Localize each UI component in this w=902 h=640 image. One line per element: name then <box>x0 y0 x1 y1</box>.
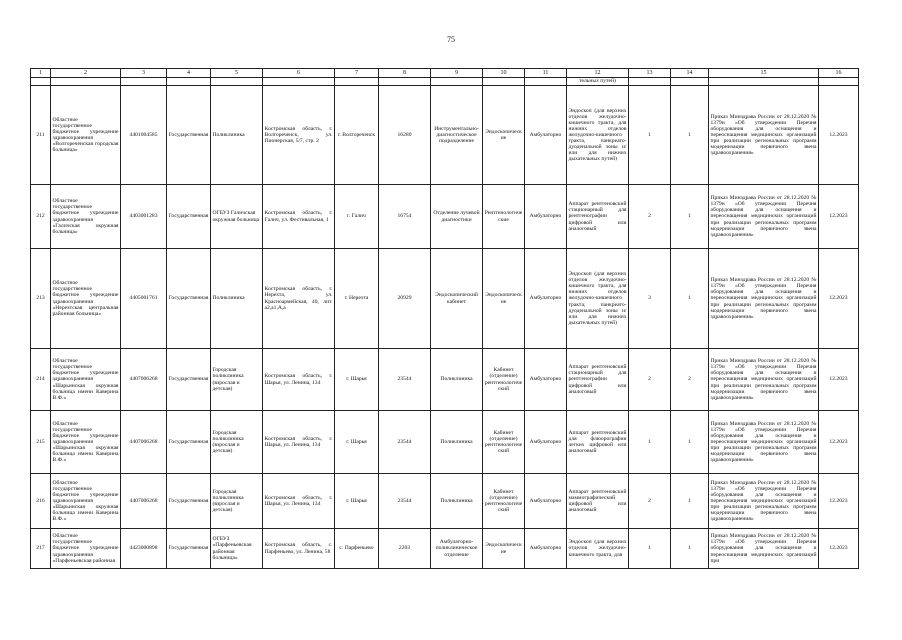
quantity-planned: 1 <box>671 185 709 249</box>
equipment-name: Аппарат рентгеновский стационарный для рентгенографии цифровой или аналоговый <box>567 185 629 249</box>
cabinet-profile: Кабинет (отделение) рентгенологический <box>483 411 525 474</box>
delivery-date: 12.2023 <box>819 529 859 569</box>
cabinet-profile: Рентгенологические <box>483 185 525 249</box>
table-row <box>31 349 859 411</box>
quantity-planned: 1 <box>671 86 709 185</box>
quantity-planned: 1 <box>671 474 709 529</box>
care-condition: Амбулаторно <box>525 474 567 529</box>
quantity-required: 2 <box>629 185 671 249</box>
facility-address: Костромская область, г. Шарья, ул. Ленина, 134 <box>263 411 335 474</box>
facility-address: Костромская область, с. Парфеньево, ул. Ленина, 58 <box>263 529 335 569</box>
table-row <box>31 529 859 569</box>
facility-type: Поликлиника <box>211 86 263 185</box>
header-cell: 16 <box>819 69 859 78</box>
continuation-equipment: тельных путей) <box>567 78 629 86</box>
department: Поликлиника <box>431 349 483 411</box>
facility-type: Городская поликлиника (взрослая и детская) <box>211 411 263 474</box>
equipment-table <box>30 68 859 569</box>
row-number: 215 <box>31 411 51 474</box>
care-condition: Амбулаторно <box>525 185 567 249</box>
ownership-form: Государственная <box>167 185 211 249</box>
row-number: 217 <box>31 529 51 569</box>
locality: г. Нерехта <box>335 249 379 349</box>
department: Поликлиника <box>431 411 483 474</box>
facility-code: 2203 <box>379 529 431 569</box>
facility-type: ОГБУЗ Галичская окружная больница <box>211 185 263 249</box>
delivery-date: 12.2023 <box>819 249 859 349</box>
locality: г. Шарья <box>335 411 379 474</box>
cabinet-profile: Кабинет (отделение) рентгенологический <box>483 474 525 529</box>
ownership-form: Государственная <box>167 474 211 529</box>
inn-code: 4401004585 <box>121 86 167 185</box>
cabinet-profile: Эндоскопические <box>483 86 525 185</box>
department: Поликлиника <box>431 474 483 529</box>
header-cell: 6 <box>263 69 335 78</box>
quantity-required: 1 <box>629 411 671 474</box>
row-number: 213 <box>31 249 51 349</box>
equipment-name: Эндоскоп (для верхних отделов желудочно-кишечного тракта, для нижних отделов желудочно-кишечного тракта, панкреато-дуоденальной зоны и/или для нижних дыхательных путей) <box>567 249 629 349</box>
quantity-required: 2 <box>629 349 671 411</box>
inn-code: 4407006268 <box>121 411 167 474</box>
quantity-planned: 2 <box>671 349 709 411</box>
equipment-name: Аппарат рентгеновский стационарный для рентгенографии цифровой или аналоговый <box>567 349 629 411</box>
department: Амбулаторно-поликлиническое отделение <box>431 529 483 569</box>
facility-code: 23544 <box>379 411 431 474</box>
legal-basis: Приказ Минздрава России от 28.12.2020 № 1379н «Об утверждении Перечня оборудования для оснащения и переоснащения медицинских организаций при реализации региональных программ модернизации первичного звена здравоохранения» <box>709 249 819 349</box>
header-cell: 3 <box>121 69 167 78</box>
page-number: 75 <box>447 35 455 44</box>
locality: г. Волгореченск <box>335 86 379 185</box>
header-cell: 5 <box>211 69 263 78</box>
header-cell: 2 <box>51 69 121 78</box>
facility-code: 20929 <box>379 249 431 349</box>
row-number: 211 <box>31 86 51 185</box>
header-cell: 11 <box>525 69 567 78</box>
legal-basis: Приказ Минздрава России от 28.12.2020 № 1379н «Об утверждении Перечня оборудования для оснащения и переоснащения медицинских организаций при реализации региональных программ модернизации первичного звена здравоохранения» <box>709 185 819 249</box>
header-cell: 9 <box>431 69 483 78</box>
quantity-required: 1 <box>629 86 671 185</box>
quantity-planned: 1 <box>671 529 709 569</box>
delivery-date: 12.2023 <box>819 349 859 411</box>
facility-address: Костромская область, г. Нерехта, ул. Красноармейская, 40, лит. а2,а1,А,а <box>263 249 335 349</box>
inn-code: 4403001283 <box>121 185 167 249</box>
ownership-form: Государственная <box>167 529 211 569</box>
organization-name: Областное государственное бюджетное учреждение здравоохранения «Галичская окружная больница» <box>51 185 121 249</box>
delivery-date: 12.2023 <box>819 86 859 185</box>
row-number: 216 <box>31 474 51 529</box>
header-cell: 7 <box>335 69 379 78</box>
inn-code: 4407006268 <box>121 349 167 411</box>
locality: г. Шарья <box>335 349 379 411</box>
organization-name: Областное государственное бюджетное учреждение здравоохранения «Нерехтская центральная районная больница» <box>51 249 121 349</box>
organization-name: Областное государственное бюджетное учреждение здравоохранения «Шарьинская окружная больница имени Каверина В.Ф.» <box>51 411 121 474</box>
header-cell: 10 <box>483 69 525 78</box>
department: Эндоскопический кабинет <box>431 249 483 349</box>
locality: г. Галич <box>335 185 379 249</box>
quantity-required: 3 <box>629 249 671 349</box>
facility-type: Городская поликлиника (взрослая и детская) <box>211 474 263 529</box>
ownership-form: Государственная <box>167 249 211 349</box>
legal-basis: Приказ Минздрава России от 28.12.2020 № 1379н «Об утверждении Перечня оборудования для оснащения и переоснащения медицинских организаций при реализации региональных программ модернизации первичного звена здравоохранения» <box>709 86 819 185</box>
equipment-name: Эндоскоп (для верхних отделов желудочно-кишечного тракта, для <box>567 529 629 569</box>
table-row <box>31 249 859 349</box>
row-number: 212 <box>31 185 51 249</box>
facility-type: Городская поликлиника (взрослая и детская) <box>211 349 263 411</box>
legal-basis: Приказ Минздрава России от 28.12.2020 № 1379н «Об утверждении Перечня оборудования для оснащения и переоснащения медицинских организаций при реализации региональных программ модернизации первичного звена здравоохранения» <box>709 349 819 411</box>
legal-basis: Приказ Минздрава России от 28.12.2020 № 1379н «Об утверждении Перечня оборудования для оснащения и переоснащения медицинских организаций при реализации региональных программ модернизации первичного звена здравоохранения» <box>709 474 819 529</box>
department: Инструментально-диагностическое подразделение <box>431 86 483 185</box>
cabinet-profile: Эндоскопические <box>483 529 525 569</box>
delivery-date: 12.2023 <box>819 185 859 249</box>
quantity-required: 2 <box>629 474 671 529</box>
facility-address: Костромская область, г. Галич, ул. Фестивальная, 1 <box>263 185 335 249</box>
cabinet-profile: Кабинет (отделение) рентгенологический <box>483 349 525 411</box>
organization-name: Областное государственное бюджетное учреждение здравоохранения «Парфеньевская районная <box>51 529 121 569</box>
department: Отделение лучевой диагностики <box>431 185 483 249</box>
inn-code: 4407006268 <box>121 474 167 529</box>
quantity-planned: 1 <box>671 249 709 349</box>
header-cell: 15 <box>709 69 819 78</box>
legal-basis: Приказ Минздрава России от 28.12.2020 № 1379н «Об утверждении Перечня оборудования для оснащения и переоснащения медицинских организаций при <box>709 529 819 569</box>
equipment-name: Аппарат рентгеновский маммографический цифровой или аналоговый <box>567 474 629 529</box>
locality: г. Шарья <box>335 474 379 529</box>
table-row <box>31 411 859 474</box>
care-condition: Амбулаторно <box>525 349 567 411</box>
header-row <box>31 69 859 78</box>
facility-type: Поликлиника <box>211 249 263 349</box>
legal-basis: Приказ Минздрава России от 28.12.2020 № 1379н «Об утверждении Перечня оборудования для оснащения и переоснащения медицинских организаций при реализации региональных программ модернизации первичного звена здравоохранения» <box>709 411 819 474</box>
table-row <box>31 86 859 185</box>
continuation-row <box>31 78 859 86</box>
header-cell: 13 <box>629 69 671 78</box>
row-number: 214 <box>31 349 51 411</box>
table-row <box>31 185 859 249</box>
header-cell: 1 <box>31 69 51 78</box>
facility-code: 23544 <box>379 349 431 411</box>
ownership-form: Государственная <box>167 411 211 474</box>
header-cell: 4 <box>167 69 211 78</box>
cabinet-profile: Эндоскопические <box>483 249 525 349</box>
header-cell: 14 <box>671 69 709 78</box>
facility-code: 23544 <box>379 474 431 529</box>
care-condition: Амбулаторно <box>525 411 567 474</box>
inn-code: 4423000898 <box>121 529 167 569</box>
delivery-date: 12.2023 <box>819 411 859 474</box>
facility-type: ОГБУЗ «Парфеньевская районная больница» <box>211 529 263 569</box>
header-cell: 8 <box>379 69 431 78</box>
table-row <box>31 474 859 529</box>
inn-code: 4405001761 <box>121 249 167 349</box>
ownership-form: Государственная <box>167 86 211 185</box>
facility-address: Костромская область, г. Шарья, ул. Ленина, 134 <box>263 474 335 529</box>
care-condition: Амбулаторно <box>525 86 567 185</box>
care-condition: Амбулаторно <box>525 249 567 349</box>
organization-name: Областное государственное бюджетное учреждение здравоохранения «Шарьинская окружная больница имени Каверина В.Ф.» <box>51 474 121 529</box>
delivery-date: 12.2023 <box>819 474 859 529</box>
locality: с. Парфеньево <box>335 529 379 569</box>
equipment-name: Аппарат рентгеновский для флюорографии легких цифровой или аналоговый <box>567 411 629 474</box>
organization-name: Областное государственное бюджетное учреждение здравоохранения «Шарьинская окружная больница имени Каверина В.Ф.» <box>51 349 121 411</box>
facility-address: Костромская область, г. Шарья, ул. Ленина, 134 <box>263 349 335 411</box>
header-cell: 12 <box>567 69 629 78</box>
care-condition: Амбулаторно <box>525 529 567 569</box>
facility-code: 16754 <box>379 185 431 249</box>
quantity-required: 1 <box>629 529 671 569</box>
ownership-form: Государственная <box>167 349 211 411</box>
quantity-planned: 1 <box>671 411 709 474</box>
equipment-name: Эндоскоп (для верхних отделов желудочно-кишечного тракта, для нижних отделов желудочно-кишечного тракта, панкреато-дуоденальной зоны и/или для нижних дыхательных путей) <box>567 86 629 185</box>
organization-name: Областное государственное бюджетное учреждение здравоохранения «Волгореченская городская больница» <box>51 86 121 185</box>
facility-code: 16280 <box>379 86 431 185</box>
facility-address: Костромская область, г. Волгореченск, ул. Пионерская, 5/7, стр. 2 <box>263 86 335 185</box>
